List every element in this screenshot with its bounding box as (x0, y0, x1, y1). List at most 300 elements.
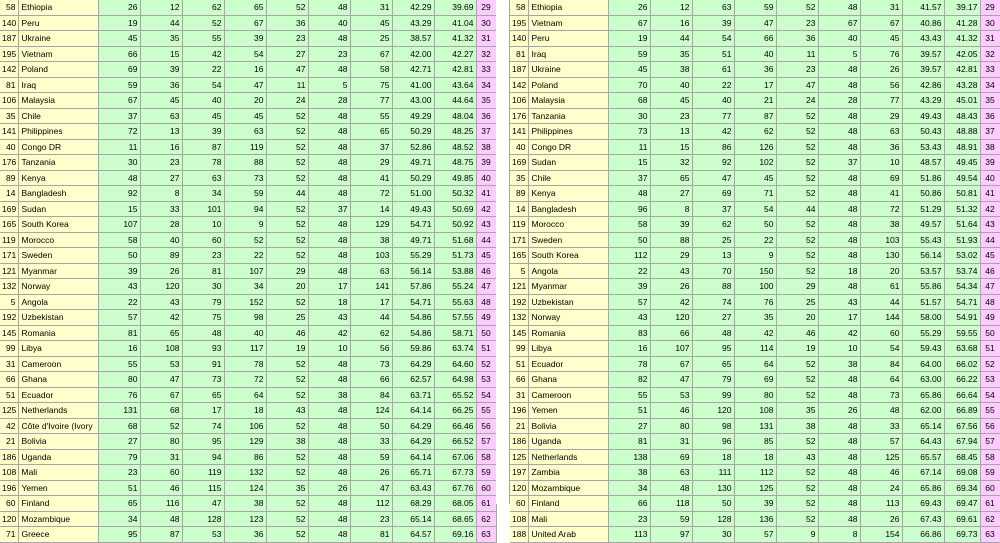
left-cell[interactable]: 88 (224, 155, 266, 171)
right-cell[interactable]: 59.55 (944, 325, 980, 341)
left-cell[interactable]: 44 (350, 310, 392, 326)
left-cell[interactable]: 52 (140, 418, 182, 434)
left-cell[interactable]: 187 (0, 31, 18, 47)
right-cell[interactable]: 49 (980, 310, 1000, 326)
left-cell[interactable]: 60 (476, 480, 496, 496)
right-cell[interactable]: 52 (776, 496, 818, 512)
left-cell[interactable]: 115 (182, 480, 224, 496)
left-cell[interactable]: 65 (224, 0, 266, 15)
left-cell[interactable]: 48 (308, 496, 350, 512)
right-cell[interactable]: 39 (692, 15, 734, 31)
left-cell[interactable]: 30 (476, 15, 496, 31)
left-cell[interactable]: 19 (266, 341, 308, 357)
left-cell[interactable]: 63.43 (392, 480, 434, 496)
right-cell[interactable]: 58 (510, 0, 528, 15)
left-cell[interactable]: 31 (140, 449, 182, 465)
left-cell[interactable]: 49.71 (392, 232, 434, 248)
left-cell[interactable]: 67.76 (434, 480, 476, 496)
left-cell[interactable]: Vietnam (18, 46, 98, 62)
left-cell[interactable]: 63.74 (434, 341, 476, 357)
left-cell[interactable]: 11 (266, 77, 308, 93)
left-cell[interactable]: 48 (308, 511, 350, 527)
right-cell[interactable]: 54.91 (944, 310, 980, 326)
left-cell[interactable]: 48 (308, 155, 350, 171)
left-cell[interactable]: 52 (266, 465, 308, 481)
right-cell[interactable]: 67.43 (902, 511, 944, 527)
right-cell[interactable]: 44 (980, 232, 1000, 248)
right-cell[interactable]: 41 (980, 186, 1000, 202)
left-cell[interactable]: 30 (98, 155, 140, 171)
right-cell[interactable]: 48 (818, 511, 860, 527)
left-cell[interactable]: 52 (266, 201, 308, 217)
left-cell[interactable]: 63 (350, 263, 392, 279)
left-cell[interactable]: 52 (266, 217, 308, 233)
right-cell[interactable]: 47 (692, 170, 734, 186)
right-cell[interactable]: 25 (692, 232, 734, 248)
left-cell[interactable]: 94 (224, 201, 266, 217)
left-cell[interactable]: 22 (224, 248, 266, 264)
left-cell[interactable]: 48.52 (434, 139, 476, 155)
left-cell[interactable]: 52 (266, 248, 308, 264)
left-cell[interactable]: 23 (98, 465, 140, 481)
right-cell[interactable]: 89 (510, 186, 528, 202)
right-cell[interactable]: 138 (608, 449, 650, 465)
left-cell[interactable]: 56 (476, 418, 496, 434)
right-cell[interactable]: 50 (980, 325, 1000, 341)
left-cell[interactable]: Ukraine (18, 31, 98, 47)
right-cell[interactable]: 57 (980, 434, 1000, 450)
left-cell[interactable]: Bangladesh (18, 186, 98, 202)
left-cell[interactable]: 33 (350, 434, 392, 450)
left-cell[interactable]: 12 (140, 0, 182, 15)
left-cell[interactable]: 41 (350, 170, 392, 186)
right-cell[interactable]: 38 (860, 217, 902, 233)
right-cell[interactable]: 27 (692, 310, 734, 326)
left-cell[interactable]: 48 (308, 232, 350, 248)
right-cell[interactable]: 57 (608, 294, 650, 310)
left-cell[interactable]: 35 (266, 480, 308, 496)
left-cell[interactable]: 42 (140, 310, 182, 326)
left-cell[interactable]: 196 (0, 480, 18, 496)
left-cell[interactable]: 142 (0, 62, 18, 78)
left-cell[interactable]: 65 (182, 387, 224, 403)
left-cell[interactable]: 49.43 (392, 201, 434, 217)
left-cell[interactable]: 26 (350, 465, 392, 481)
left-cell[interactable]: 20 (266, 279, 308, 295)
right-cell[interactable]: 65.86 (902, 387, 944, 403)
left-cell[interactable]: 42 (0, 418, 18, 434)
right-cell[interactable]: 10 (860, 155, 902, 171)
right-cell[interactable]: Peru (528, 31, 608, 47)
left-cell[interactable]: Romania (18, 325, 98, 341)
left-cell[interactable]: 87 (182, 139, 224, 155)
left-cell[interactable]: 72 (98, 124, 140, 140)
left-cell[interactable]: 40 (224, 325, 266, 341)
left-cell[interactable]: 49 (476, 310, 496, 326)
right-cell[interactable]: Kenya (528, 186, 608, 202)
right-cell[interactable]: 58.00 (902, 310, 944, 326)
right-cell[interactable]: 59 (734, 0, 776, 15)
right-cell[interactable]: 132 (510, 310, 528, 326)
left-cell[interactable]: 50.92 (434, 217, 476, 233)
right-cell[interactable]: 25 (776, 294, 818, 310)
right-cell[interactable]: Chile (528, 170, 608, 186)
left-cell[interactable]: 23 (266, 31, 308, 47)
left-cell[interactable]: 62 (182, 0, 224, 15)
left-cell[interactable]: 48 (308, 31, 350, 47)
left-cell[interactable]: 39.69 (434, 0, 476, 15)
left-cell[interactable]: 106 (224, 418, 266, 434)
left-cell[interactable]: 39 (476, 155, 496, 171)
left-cell[interactable]: 43.29 (392, 15, 434, 31)
left-cell[interactable]: 18 (308, 294, 350, 310)
right-cell[interactable]: 20 (776, 310, 818, 326)
left-cell[interactable]: 81 (0, 77, 18, 93)
right-cell[interactable]: 48 (818, 449, 860, 465)
left-cell[interactable]: 50.29 (392, 170, 434, 186)
right-cell[interactable]: 196 (510, 403, 528, 419)
right-cell[interactable]: 27 (650, 186, 692, 202)
left-cell[interactable]: 46 (140, 480, 182, 496)
right-cell[interactable]: 15 (650, 139, 692, 155)
right-cell[interactable]: Ghana (528, 372, 608, 388)
right-cell[interactable]: 43 (608, 310, 650, 326)
left-cell[interactable]: 145 (0, 325, 18, 341)
right-cell[interactable]: 57 (860, 434, 902, 450)
right-cell[interactable]: 26 (650, 279, 692, 295)
right-cell[interactable]: Uzbekistan (528, 294, 608, 310)
left-cell[interactable]: 9 (224, 217, 266, 233)
left-cell[interactable]: 19 (98, 15, 140, 31)
right-cell[interactable]: Sweden (528, 232, 608, 248)
left-cell[interactable]: 47 (224, 77, 266, 93)
right-cell[interactable]: 50 (692, 496, 734, 512)
right-cell[interactable]: 88 (650, 232, 692, 248)
right-cell[interactable]: 120 (510, 480, 528, 496)
left-cell[interactable]: 140 (0, 15, 18, 31)
left-cell[interactable]: 54.71 (392, 294, 434, 310)
right-cell[interactable]: 28 (818, 93, 860, 109)
left-cell[interactable]: 14 (350, 201, 392, 217)
left-cell[interactable]: 43 (476, 217, 496, 233)
right-cell[interactable]: 130 (692, 480, 734, 496)
left-cell[interactable]: 65 (140, 325, 182, 341)
right-cell[interactable]: 9 (776, 527, 818, 543)
left-cell[interactable]: 52 (266, 139, 308, 155)
right-cell[interactable]: 113 (860, 496, 902, 512)
right-cell[interactable]: Finland (528, 496, 608, 512)
left-cell[interactable]: 26 (98, 0, 140, 15)
left-cell[interactable]: 48 (182, 325, 224, 341)
left-cell[interactable]: Uzbekistan (18, 310, 98, 326)
left-cell[interactable]: 52 (266, 294, 308, 310)
right-cell[interactable]: 59 (650, 511, 692, 527)
left-cell[interactable]: Netherlands (18, 403, 98, 419)
right-cell[interactable]: 52 (776, 511, 818, 527)
right-cell[interactable]: 51.64 (944, 217, 980, 233)
right-cell[interactable]: 126 (734, 139, 776, 155)
right-cell[interactable]: 69.34 (944, 480, 980, 496)
left-cell[interactable]: 53.88 (434, 263, 476, 279)
right-cell[interactable]: 66 (608, 496, 650, 512)
right-cell[interactable]: 32 (980, 46, 1000, 62)
right-cell[interactable]: 52 (776, 217, 818, 233)
right-cell[interactable]: 55.43 (902, 232, 944, 248)
right-cell[interactable]: 21 (510, 418, 528, 434)
left-cell[interactable]: 89 (0, 170, 18, 186)
right-cell[interactable]: 69 (734, 372, 776, 388)
right-cell[interactable]: 150 (734, 263, 776, 279)
right-cell[interactable]: 16 (608, 341, 650, 357)
right-cell[interactable]: 52 (776, 232, 818, 248)
right-cell[interactable]: 69.73 (944, 527, 980, 543)
left-cell[interactable]: Philippines (18, 124, 98, 140)
right-cell[interactable]: 52 (776, 434, 818, 450)
left-cell[interactable]: 66 (0, 372, 18, 388)
right-cell[interactable]: Netherlands (528, 449, 608, 465)
left-cell[interactable]: 50 (476, 325, 496, 341)
left-cell[interactable]: 8 (140, 186, 182, 202)
right-cell[interactable]: 11 (608, 139, 650, 155)
right-cell[interactable]: 62 (980, 511, 1000, 527)
left-cell[interactable]: 24 (266, 93, 308, 109)
left-cell[interactable]: 15 (140, 46, 182, 62)
left-cell[interactable]: 74 (182, 418, 224, 434)
right-cell[interactable]: 48 (818, 279, 860, 295)
left-cell[interactable]: 55.63 (434, 294, 476, 310)
left-cell[interactable]: 107 (224, 263, 266, 279)
right-cell[interactable]: 56.14 (902, 248, 944, 264)
left-cell[interactable]: 50 (98, 248, 140, 264)
left-cell[interactable]: Chile (18, 108, 98, 124)
left-cell[interactable]: 67 (140, 387, 182, 403)
left-cell[interactable]: 64.29 (392, 418, 434, 434)
right-cell[interactable]: 49.45 (944, 155, 980, 171)
right-cell[interactable]: 64 (860, 372, 902, 388)
left-cell[interactable]: 50.32 (434, 186, 476, 202)
right-cell[interactable]: 67.94 (944, 434, 980, 450)
left-cell[interactable]: 47 (266, 62, 308, 78)
right-cell[interactable]: 84 (860, 356, 902, 372)
right-cell[interactable]: 35 (650, 46, 692, 62)
right-cell[interactable]: 120 (692, 403, 734, 419)
right-cell[interactable]: 45 (980, 248, 1000, 264)
right-cell[interactable]: 30 (980, 15, 1000, 31)
right-cell[interactable]: 40 (650, 77, 692, 93)
left-cell[interactable]: 76 (98, 387, 140, 403)
right-cell[interactable]: 192 (510, 294, 528, 310)
left-cell[interactable]: 45 (224, 108, 266, 124)
left-cell[interactable]: Myanmar (18, 263, 98, 279)
right-cell[interactable]: 51 (692, 46, 734, 62)
left-cell[interactable]: Ethiopia (18, 0, 98, 15)
right-cell[interactable]: 50.81 (944, 186, 980, 202)
right-cell[interactable]: 44 (776, 201, 818, 217)
left-cell[interactable]: 95 (182, 434, 224, 450)
left-cell[interactable]: 39 (98, 263, 140, 279)
left-cell[interactable]: 60 (0, 496, 18, 512)
right-cell[interactable]: 32 (650, 155, 692, 171)
right-cell[interactable]: 48.88 (944, 124, 980, 140)
right-cell[interactable]: 48.43 (944, 108, 980, 124)
right-cell[interactable]: 36 (860, 139, 902, 155)
right-cell[interactable]: 50.86 (902, 186, 944, 202)
right-cell[interactable]: 59 (608, 46, 650, 62)
left-cell[interactable]: 10 (308, 341, 350, 357)
left-cell[interactable]: 65.71 (392, 465, 434, 481)
left-cell[interactable]: Congo DR (18, 139, 98, 155)
left-cell[interactable]: 34 (98, 511, 140, 527)
left-cell[interactable]: Peru (18, 15, 98, 31)
left-cell[interactable]: 35 (0, 108, 18, 124)
right-cell[interactable]: 14 (510, 201, 528, 217)
left-cell[interactable]: 59 (98, 77, 140, 93)
left-cell[interactable]: 69.16 (434, 527, 476, 543)
right-cell[interactable]: 9 (734, 248, 776, 264)
left-cell[interactable]: 41 (476, 186, 496, 202)
right-cell[interactable]: 61 (692, 62, 734, 78)
left-cell[interactable]: 54.86 (392, 310, 434, 326)
left-cell[interactable]: 176 (0, 155, 18, 171)
left-cell[interactable]: 54 (224, 46, 266, 62)
left-cell[interactable]: 129 (224, 434, 266, 450)
right-cell[interactable]: 52 (776, 356, 818, 372)
left-cell[interactable]: 66 (350, 372, 392, 388)
left-cell[interactable]: 48.75 (434, 155, 476, 171)
left-cell[interactable]: 48 (308, 139, 350, 155)
left-cell[interactable]: Yemen (18, 480, 98, 496)
right-cell[interactable]: 52 (776, 0, 818, 15)
left-cell[interactable]: 18 (224, 403, 266, 419)
left-cell[interactable]: 68.05 (434, 496, 476, 512)
left-cell[interactable]: 63.71 (392, 387, 434, 403)
left-cell[interactable]: 103 (350, 248, 392, 264)
right-cell[interactable]: Uganda (528, 434, 608, 450)
left-cell[interactable]: 39 (140, 62, 182, 78)
right-cell[interactable]: 34 (980, 77, 1000, 93)
left-cell[interactable]: 53 (476, 372, 496, 388)
left-cell[interactable]: 52 (266, 387, 308, 403)
left-cell[interactable]: 47 (350, 480, 392, 496)
right-cell[interactable]: 58 (608, 217, 650, 233)
right-cell[interactable]: 95 (692, 341, 734, 357)
left-cell[interactable]: 64.14 (392, 449, 434, 465)
left-cell[interactable]: 169 (0, 201, 18, 217)
left-cell[interactable]: 38 (308, 387, 350, 403)
right-cell[interactable]: 67 (818, 15, 860, 31)
right-cell[interactable]: 48 (818, 0, 860, 15)
right-cell[interactable]: 23 (608, 511, 650, 527)
right-cell[interactable]: 52 (776, 124, 818, 140)
right-cell[interactable]: 77 (692, 108, 734, 124)
left-cell[interactable]: 28 (140, 217, 182, 233)
right-cell[interactable]: 102 (734, 155, 776, 171)
left-cell[interactable]: 116 (140, 496, 182, 512)
left-cell[interactable]: 59 (476, 465, 496, 481)
right-cell[interactable]: 169 (510, 155, 528, 171)
right-cell[interactable]: 52 (776, 372, 818, 388)
left-cell[interactable]: 52 (266, 418, 308, 434)
left-cell[interactable]: 65 (350, 124, 392, 140)
left-cell[interactable]: 46 (476, 263, 496, 279)
left-cell[interactable]: 71 (0, 527, 18, 543)
right-cell[interactable]: 63.00 (902, 372, 944, 388)
left-cell[interactable]: 75 (350, 77, 392, 93)
right-cell[interactable]: 67.14 (902, 465, 944, 481)
left-cell[interactable]: 52 (266, 155, 308, 171)
left-cell[interactable]: 48 (98, 170, 140, 186)
right-cell[interactable]: 50 (608, 232, 650, 248)
left-cell[interactable]: 56.14 (392, 263, 434, 279)
left-cell[interactable]: 43 (308, 310, 350, 326)
right-cell[interactable]: 12 (650, 0, 692, 15)
left-cell[interactable]: 52 (476, 356, 496, 372)
right-cell[interactable]: 29 (980, 0, 1000, 15)
left-cell[interactable]: 36 (224, 527, 266, 543)
right-cell[interactable]: South Korea (528, 248, 608, 264)
left-cell[interactable]: 43.64 (434, 77, 476, 93)
left-cell[interactable]: 25 (266, 310, 308, 326)
left-cell[interactable]: 94 (182, 449, 224, 465)
left-cell[interactable]: 27 (140, 170, 182, 186)
right-cell[interactable]: 69.47 (944, 496, 980, 512)
right-cell[interactable]: 37 (980, 124, 1000, 140)
right-cell[interactable]: 100 (734, 279, 776, 295)
right-cell[interactable]: 118 (650, 496, 692, 512)
right-cell[interactable]: Bolivia (528, 418, 608, 434)
right-cell[interactable]: 50 (734, 217, 776, 233)
right-cell[interactable]: 43.43 (902, 31, 944, 47)
left-cell[interactable]: 73 (224, 170, 266, 186)
right-cell[interactable]: 48 (818, 108, 860, 124)
left-cell[interactable]: 52 (266, 232, 308, 248)
left-cell[interactable]: 41.32 (434, 31, 476, 47)
left-cell[interactable]: 45 (476, 248, 496, 264)
left-cell[interactable]: 64.57 (392, 527, 434, 543)
left-cell[interactable]: 141 (0, 124, 18, 140)
right-cell[interactable]: 48 (608, 186, 650, 202)
right-cell[interactable]: 66 (650, 325, 692, 341)
left-cell[interactable]: 31 (350, 0, 392, 15)
left-cell[interactable]: 39 (224, 31, 266, 47)
right-cell[interactable]: 97 (650, 527, 692, 543)
left-cell[interactable]: 80 (98, 372, 140, 388)
right-cell[interactable]: 48 (818, 62, 860, 78)
left-cell[interactable]: Greece (18, 527, 98, 543)
left-cell[interactable]: 66.25 (434, 403, 476, 419)
right-cell[interactable]: 42.05 (944, 46, 980, 62)
right-cell[interactable]: 48 (818, 124, 860, 140)
right-cell[interactable]: 39 (650, 217, 692, 233)
left-cell[interactable]: 68.29 (392, 496, 434, 512)
right-cell[interactable]: 64 (734, 356, 776, 372)
left-cell[interactable]: 37 (350, 139, 392, 155)
right-cell[interactable]: Vietnam (528, 15, 608, 31)
right-cell[interactable]: 47 (980, 279, 1000, 295)
left-cell[interactable]: 63 (224, 124, 266, 140)
right-cell[interactable]: 51 (980, 341, 1000, 357)
left-cell[interactable]: 55 (182, 31, 224, 47)
right-cell[interactable]: 67 (860, 15, 902, 31)
left-cell[interactable]: 80 (140, 434, 182, 450)
left-cell[interactable]: Sudan (18, 201, 98, 217)
right-cell[interactable]: 42 (980, 201, 1000, 217)
left-cell[interactable]: 54.71 (392, 217, 434, 233)
right-cell[interactable]: 55.86 (902, 279, 944, 295)
left-cell[interactable]: 49.71 (392, 155, 434, 171)
right-cell[interactable]: 19 (608, 31, 650, 47)
left-cell[interactable]: 132 (0, 279, 18, 295)
